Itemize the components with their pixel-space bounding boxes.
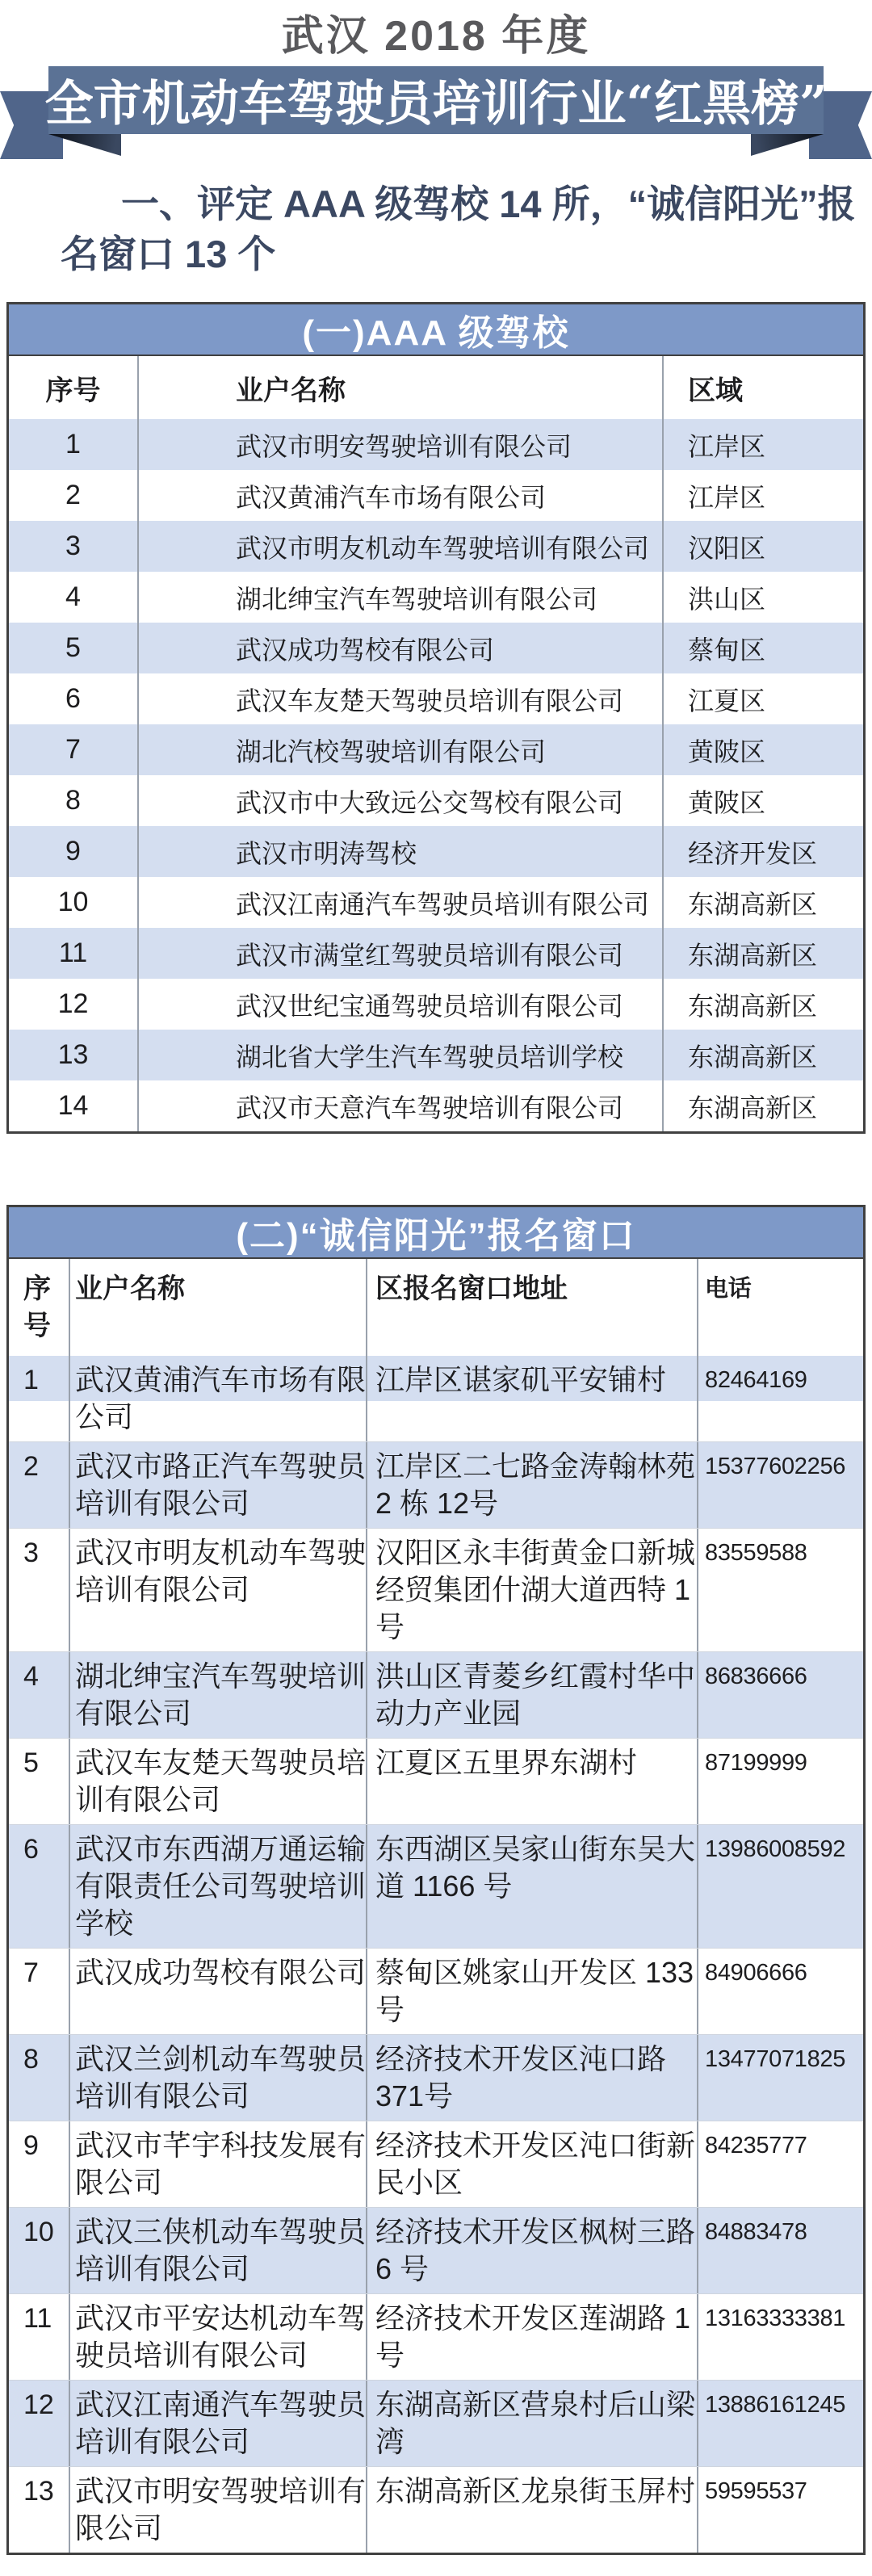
cell-company-name: 武汉成功驾校有限公司 [137, 623, 662, 673]
cell-address: 经济技术开发区枫树三路 6 号 [366, 2208, 697, 2293]
cell-district: 东湖高新区 [662, 877, 863, 928]
table-row [9, 2380, 863, 2466]
cell-company-name: 湖北汽校驾驶培训有限公司 [137, 724, 662, 775]
table-row [9, 1824, 863, 1948]
page-title: 武汉 2018 年度 [281, 13, 591, 60]
cell-district: 东湖高新区 [662, 928, 863, 979]
subtitle [0, 179, 872, 279]
subtitle-line-2: 名窗口 13 个 [61, 233, 276, 275]
cell-company-name: 武汉市明涛驾校 [137, 826, 662, 877]
cell-company-name: 武汉黄浦汽车市场有限公司 [137, 470, 662, 521]
cell-address: 东湖高新区营泉村后山梁湾 [366, 2381, 697, 2466]
cell-district: 黄陂区 [662, 724, 863, 775]
table-row [9, 775, 863, 826]
table-row [9, 724, 863, 775]
ribbon-banner [0, 66, 872, 162]
cell-district: 东湖高新区 [662, 1030, 863, 1080]
cell-serial: 3 [23, 1538, 39, 1568]
cell-company-name: 武汉市芊宇科技发展有限公司 [69, 2121, 366, 2207]
cell-district: 经济开发区 [662, 826, 863, 877]
cell-company-name: 武汉市天意汽车驾驶培训有限公司 [137, 1080, 662, 1131]
cell-phone: 86836666 [697, 1652, 863, 1738]
cell-company-name: 武汉市明友机动车驾驶培训有限公司 [69, 1529, 366, 1651]
cell-address: 汉阳区永丰街黄金口新城经贸集团什湖大道西特 1 号 [366, 1529, 697, 1651]
cell-serial: 12 [23, 2389, 54, 2420]
cell-serial: 13 [57, 1039, 89, 1070]
column-header-address: 区报名窗口地址 [366, 1259, 697, 1356]
table2-header-row [9, 1259, 863, 1356]
table2-body [9, 1356, 863, 2553]
cell-phone: 59595537 [697, 2467, 863, 2553]
cell-company-name: 武汉兰剑机动车驾驶员培训有限公司 [69, 2035, 366, 2121]
cell-district: 江夏区 [662, 673, 863, 724]
table-row [9, 1441, 863, 1528]
cell-serial: 9 [23, 2130, 39, 2161]
cell-serial: 1 [23, 1365, 39, 1395]
cell-address: 东西湖区吴家山街东吴大道 1166 号 [366, 1825, 697, 1948]
cell-company-name: 武汉市中大致远公交驾校有限公司 [137, 775, 662, 826]
cell-serial: 8 [23, 2044, 39, 2075]
cell-company-name: 武汉江南通汽车驾驶员培训有限公司 [137, 877, 662, 928]
cell-serial: 4 [65, 581, 81, 612]
column-header-serial: 序号 [23, 1273, 51, 1341]
cell-district: 汉阳区 [662, 521, 863, 572]
cell-serial: 3 [65, 531, 81, 561]
table-row [9, 2207, 863, 2293]
cell-company-name: 武汉市满堂红驾驶员培训有限公司 [137, 928, 662, 979]
cell-district: 东湖高新区 [662, 979, 863, 1030]
cell-company-name: 武汉市明安驾驶培训有限公司 [137, 419, 662, 470]
cell-district: 江岸区 [662, 470, 863, 521]
cell-serial: 10 [23, 2217, 54, 2247]
cell-company-name: 武汉黄浦汽车市场有限公司 [69, 1356, 366, 1441]
cell-company-name: 武汉市平安达机动车驾驶员培训有限公司 [69, 2294, 366, 2380]
cell-phone: 13886161245 [697, 2381, 863, 2466]
column-header-serial: 序号 [45, 375, 101, 406]
cell-serial: 5 [23, 1747, 39, 1778]
cell-address: 蔡甸区姚家山开发区 133 号 [366, 1949, 697, 2034]
table-row [9, 673, 863, 724]
cell-phone: 84883478 [697, 2208, 863, 2293]
cell-phone: 13163333381 [697, 2294, 863, 2380]
cell-serial: 11 [58, 938, 88, 968]
cell-district: 东湖高新区 [662, 1080, 863, 1131]
cell-company-name: 武汉三侠机动车驾驶员培训有限公司 [69, 2208, 366, 2293]
cell-address: 江岸区谌家矶平安铺村 [366, 1356, 697, 1441]
cell-company-name: 武汉车友楚天驾驶员培训有限公司 [69, 1739, 366, 1824]
table-row [9, 1528, 863, 1651]
cell-serial: 12 [57, 988, 89, 1019]
cell-company-name: 武汉市路正汽车驾驶员培训有限公司 [69, 1442, 366, 1528]
cell-serial: 2 [23, 1451, 39, 1482]
cell-address: 经济技术开发区莲湖路 1 号 [366, 2294, 697, 2380]
table-row [9, 419, 863, 470]
cell-district: 黄陂区 [662, 775, 863, 826]
sunshine-windows-table [6, 1205, 866, 2555]
cell-company-name: 武汉市明安驾驶培训有限公司 [69, 2467, 366, 2553]
table-row [9, 1738, 863, 1824]
cell-company-name: 武汉世纪宝通驾驶员培训有限公司 [137, 979, 662, 1030]
cell-serial: 1 [65, 429, 81, 459]
cell-serial: 5 [65, 632, 81, 663]
cell-address: 洪山区青菱乡红霞村华中动力产业园 [366, 1652, 697, 1738]
cell-serial: 8 [65, 785, 81, 816]
cell-company-name: 湖北绅宝汽车驾驶培训有限公司 [137, 572, 662, 623]
cell-address: 经济技术开发区沌口路 371号 [366, 2035, 697, 2121]
cell-address: 江夏区五里界东湖村 [366, 1739, 697, 1824]
table-row [9, 1356, 863, 1441]
table-row [9, 2034, 863, 2121]
table-row [9, 826, 863, 877]
cell-address: 东湖高新区龙泉街玉屏村 [366, 2467, 697, 2553]
cell-serial: 10 [57, 887, 89, 917]
table-row [9, 2466, 863, 2553]
table-row [9, 928, 863, 979]
column-header-phone: 电话 [697, 1259, 863, 1356]
cell-phone: 84906666 [697, 1949, 863, 2034]
table-row [9, 1948, 863, 2034]
cell-company-name: 武汉江南通汽车驾驶员培训有限公司 [69, 2381, 366, 2466]
cell-company-name: 武汉车友楚天驾驶员培训有限公司 [137, 673, 662, 724]
cell-serial: 11 [23, 2303, 52, 2334]
cell-phone: 83559588 [697, 1529, 863, 1651]
table-row [9, 623, 863, 673]
table-row [9, 521, 863, 572]
cell-district: 江岸区 [662, 419, 863, 470]
table-row [9, 1030, 863, 1080]
cell-phone: 13477071825 [697, 2035, 863, 2121]
cell-serial: 7 [23, 1957, 39, 1988]
cell-serial: 6 [23, 1834, 39, 1865]
cell-address: 江岸区二七路金涛翰林苑 2 栋 12号 [366, 1442, 697, 1528]
cell-phone: 87199999 [697, 1739, 863, 1824]
table-row [9, 877, 863, 928]
table-row [9, 1080, 863, 1131]
table-row [9, 2293, 863, 2380]
table1-body [9, 419, 863, 1131]
table-row [9, 979, 863, 1030]
cell-phone: 84235777 [697, 2121, 863, 2207]
table-row [9, 572, 863, 623]
cell-company-name: 湖北绅宝汽车驾驶培训有限公司 [69, 1652, 366, 1738]
cell-phone: 13986008592 [697, 1825, 863, 1948]
table1-header-row [9, 356, 863, 419]
cell-company-name: 湖北省大学生汽车驾驶员培训学校 [137, 1030, 662, 1080]
cell-company-name: 武汉市明友机动车驾驶培训有限公司 [137, 521, 662, 572]
cell-phone: 82464169 [697, 1356, 863, 1441]
table-row [9, 2121, 863, 2207]
column-header-district: 区域 [662, 356, 863, 419]
cell-serial: 13 [23, 2476, 54, 2507]
banner-title: 全市机动车驾驶员培训行业“红黑榜” [48, 66, 824, 134]
cell-district: 蔡甸区 [662, 623, 863, 673]
column-header-company: 业户名称 [137, 356, 662, 419]
cell-serial: 6 [65, 683, 81, 714]
cell-serial: 14 [57, 1090, 89, 1121]
cell-serial: 7 [65, 734, 81, 765]
cell-district: 洪山区 [662, 572, 863, 623]
table-row [9, 1651, 863, 1738]
table2-title: (二)“诚信阳光”报名窗口 [9, 1207, 863, 1259]
table-row [9, 470, 863, 521]
cell-serial: 2 [65, 480, 81, 510]
cell-serial: 9 [65, 836, 81, 866]
cell-company-name: 武汉成功驾校有限公司 [69, 1949, 366, 2034]
column-header-company: 业户名称 [69, 1259, 366, 1356]
table1-title: (一)AAA 级驾校 [9, 304, 863, 356]
cell-phone: 15377602256 [697, 1442, 863, 1528]
aaa-schools-table [6, 302, 866, 1134]
cell-serial: 4 [23, 1661, 39, 1692]
cell-address: 经济技术开发区沌口街新民小区 [366, 2121, 697, 2207]
subtitle-line-1: 一、评定 AAA 级驾校 14 所，“诚信阳光”报 [121, 183, 856, 225]
cell-company-name: 武汉市东西湖万通运输有限责任公司驾驶培训学校 [69, 1825, 366, 1948]
